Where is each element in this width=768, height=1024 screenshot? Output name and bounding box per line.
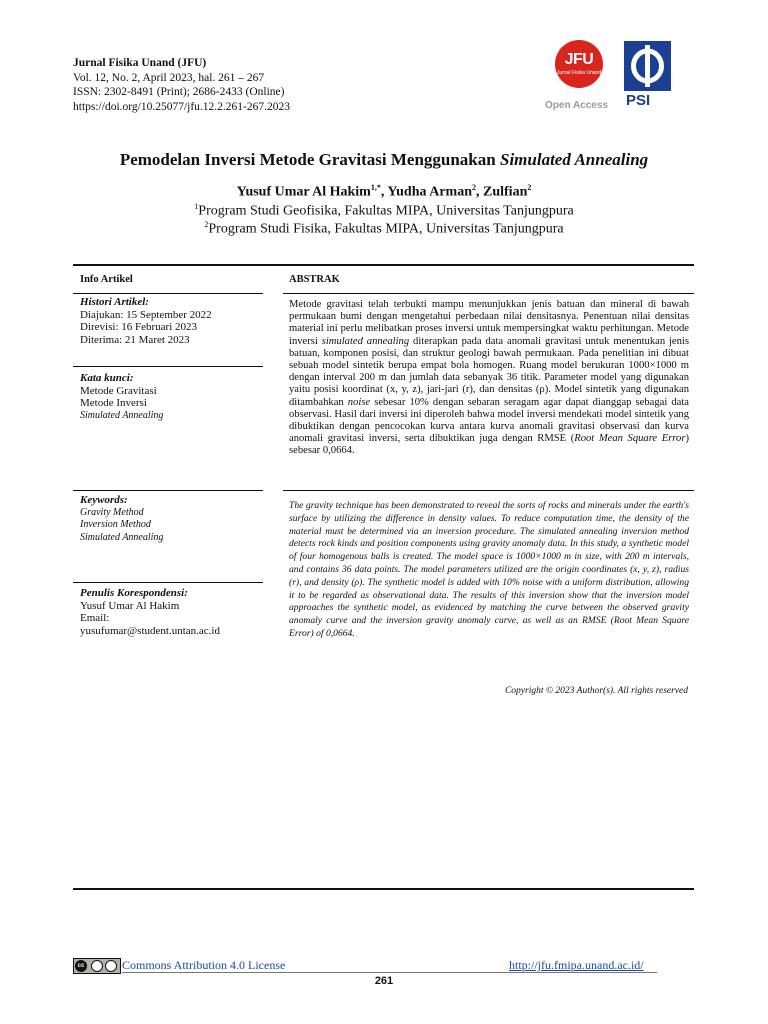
kata-kunci-item: Metode Gravitasi [80,384,157,397]
abstrak-italic-1: simulated annealing [321,335,410,347]
corresponding-author-block [80,587,280,637]
abstrak-body [289,299,689,458]
bottom-rule [73,888,694,890]
psi-logo-text: PSI [626,92,651,109]
abstrak-text-1: Metode gravitasi telah terbukti mampu menunjukkan jenis batuan dan mineral di bawah permukaan bumi dengan mengetahui perbedaan nilai densitasnya. Penentuan nilai densitas material ini perlu melibatkan proses inversi untuk mempersingkat waktu perhitungan. Metode inversi [289,299,689,347]
author-3: Zulfian [483,184,528,200]
kata-kunci-heading: Kata kunci: [80,372,134,384]
paper-title [0,150,768,170]
journal-info [73,56,373,114]
by-icon [91,960,103,972]
info-header-rule [73,293,263,294]
page-number: 261 [374,975,394,987]
affiliation-2-sup: 2 [204,220,209,229]
author-1: Yusuf Umar Al Hakim [236,184,371,200]
abstract-english: The gravity technique has been demonstrated to reveal the sorts of rocks and minerals under the earth's surface by utilizing the difference in density values. To reduce computation time, the density of the material must be determined via an inversion procedure. The simulated annealing inversion method detects rock kinds and position components using gravity anomaly data. In this study, a synthetic model of four homogenous balls is created. The model space is 1000×1000 m in size, with 200 m intervals, and contains 36 data points. The model parameters utilized are the origin coordinates (x, y, z), radius (r), and density (ρ). The synthetic model is added with 10% noise with a uniform distribution, allowing it to be regarded as observational data. The results of this inversion show that the inversion model approaches the synthetic model, as evidenced by matching the curve between the observed gravity anomaly curve and the inversion gravity anomaly curve, as well as an RMSE (Root Mean Square Error) of 0,0664. [289,500,689,639]
corresponding-heading: Penulis Korespondensi: [80,587,188,599]
info-artikel-heading: Info Artikel [80,274,133,285]
keywords-heading: Keywords: [80,494,128,506]
kata-kunci-block [80,372,260,422]
abstrak-end-rule [283,490,694,491]
abstrak-text-3: sebesar 10% dengan sebaran seragam agar dapat dianggap sebagai data observasi. Hasil dari inversi ini diperoleh bahwa model inversi mendekati model sintetik yang dibuktikan dengan pencocokan kurva antara kurva anomali gravitasi observasi dan kurva anomali gravitasi inversi, serta dibuktikan juga dengan RMSE ( [289,396,689,445]
corresponding-name: Yusuf Umar Al Hakim [80,599,180,612]
journal-issn: ISSN: 2302-8491 (Print); 2686-2433 (Online) [73,86,285,98]
title-main: Pemodelan Inversi Metode Gravitasi Menggunakan [119,150,500,169]
abstrak-header-rule [283,293,694,294]
kata-kunci-item: Metode Inversi [80,397,147,409]
corresponding-email[interactable]: yusufumar@student.untan.ac.id [80,624,220,637]
license-link[interactable]: Commons Attribution 4.0 License [122,958,286,972]
abstrak-text-4: ) sebesar 0,0664. [289,433,689,457]
cc-license-badge-icon[interactable] [73,958,121,974]
copyright-notice: Copyright © 2023 Author(s). All rights reserved [504,686,688,696]
keyword-item: Simulated Annealing [80,531,164,543]
title-italic: Simulated Annealing [499,150,649,169]
corresponding-email-label: Email: [80,612,110,624]
keyword-item: Gravity Method [80,506,144,518]
open-access-label: Open Access [545,100,608,111]
affiliation-1-sup: 1 [194,202,199,211]
author-3-affil: 2 [527,183,532,192]
affiliation-1-text: Program Studi Geofisika, Fakultas MIPA, Universitas Tanjungpura [198,203,574,219]
history-block [80,296,260,346]
abstrak-italic-3: Root Mean Square Error [574,433,686,445]
abstrak-heading: ABSTRAK [289,274,340,285]
jfu-logo-subtext: Jurnal Fisika Unand [556,70,602,76]
top-rule [73,264,694,266]
date-accepted: Diterima: 21 Maret 2023 [80,333,190,346]
cc-icon: cc [75,960,87,972]
history-rule [73,366,263,367]
author-1-affil: 1,* [370,183,381,192]
history-heading: Histori Artikel: [80,296,149,308]
date-revised: Direvisi: 16 Februari 2023 [80,321,198,333]
abstrak-text-2: diterapkan pada data anomali gravitasi untuk menentukan jenis batuan, komponen posisi, dan struktur geologi bawah permukaan. Pada penelitian ini dibuat sebuah model sintetik berupa empat bola homogen. Ruang model berukuran 1000×1000 m dengan interval 200 m dan jumlah data sebanyak 36 titik. Parameter model yang digunakan yaitu posisi koordinat (x, y, z), jari-jari (r), dan densitas (ρ). Model sintetik yang digunakan ditambahkan [289,335,689,408]
jfu-logo-text: JFU [564,51,594,68]
author-2: Yudha Arman [387,184,472,200]
footer-rule [122,972,657,973]
journal-volume: Vol. 12, No. 2, April 2023, hal. 261 – 267 [73,71,265,84]
author-list: Yusuf Umar Al Hakim$^{1,*}$, Yudha Arman$^2$, Zulfian$^2$ [236,183,532,200]
journal-name: Jurnal Fisika Unand (JFU) [73,57,207,69]
date-submitted: Diajukan: 15 September 2022 [80,308,212,321]
affiliation-1 [0,202,768,220]
kata-kunci-item: Simulated Annealing [80,409,164,421]
sa-icon [105,960,117,972]
kata-kunci-rule [73,490,263,491]
keywords-rule [73,582,263,583]
keywords-block [80,494,260,544]
psi-logo-icon [624,41,671,91]
affiliation-2-text: Program Studi Fisika, Fakultas MIPA, Universitas Tanjungpura [208,221,564,237]
abstrak-italic-2: noise [347,396,371,408]
keyword-item: Inversion Method [80,519,151,530]
journal-doi[interactable]: https://doi.org/10.25077/jfu.12.2.261-267.2023 [73,100,291,113]
journal-logos [544,40,674,112]
affiliation-2 [0,220,768,238]
journal-url-link[interactable]: http://jfu.fmipa.unand.ac.id/ [509,958,644,972]
jfu-logo [555,40,603,88]
author-2-affil: 2 [472,183,476,192]
